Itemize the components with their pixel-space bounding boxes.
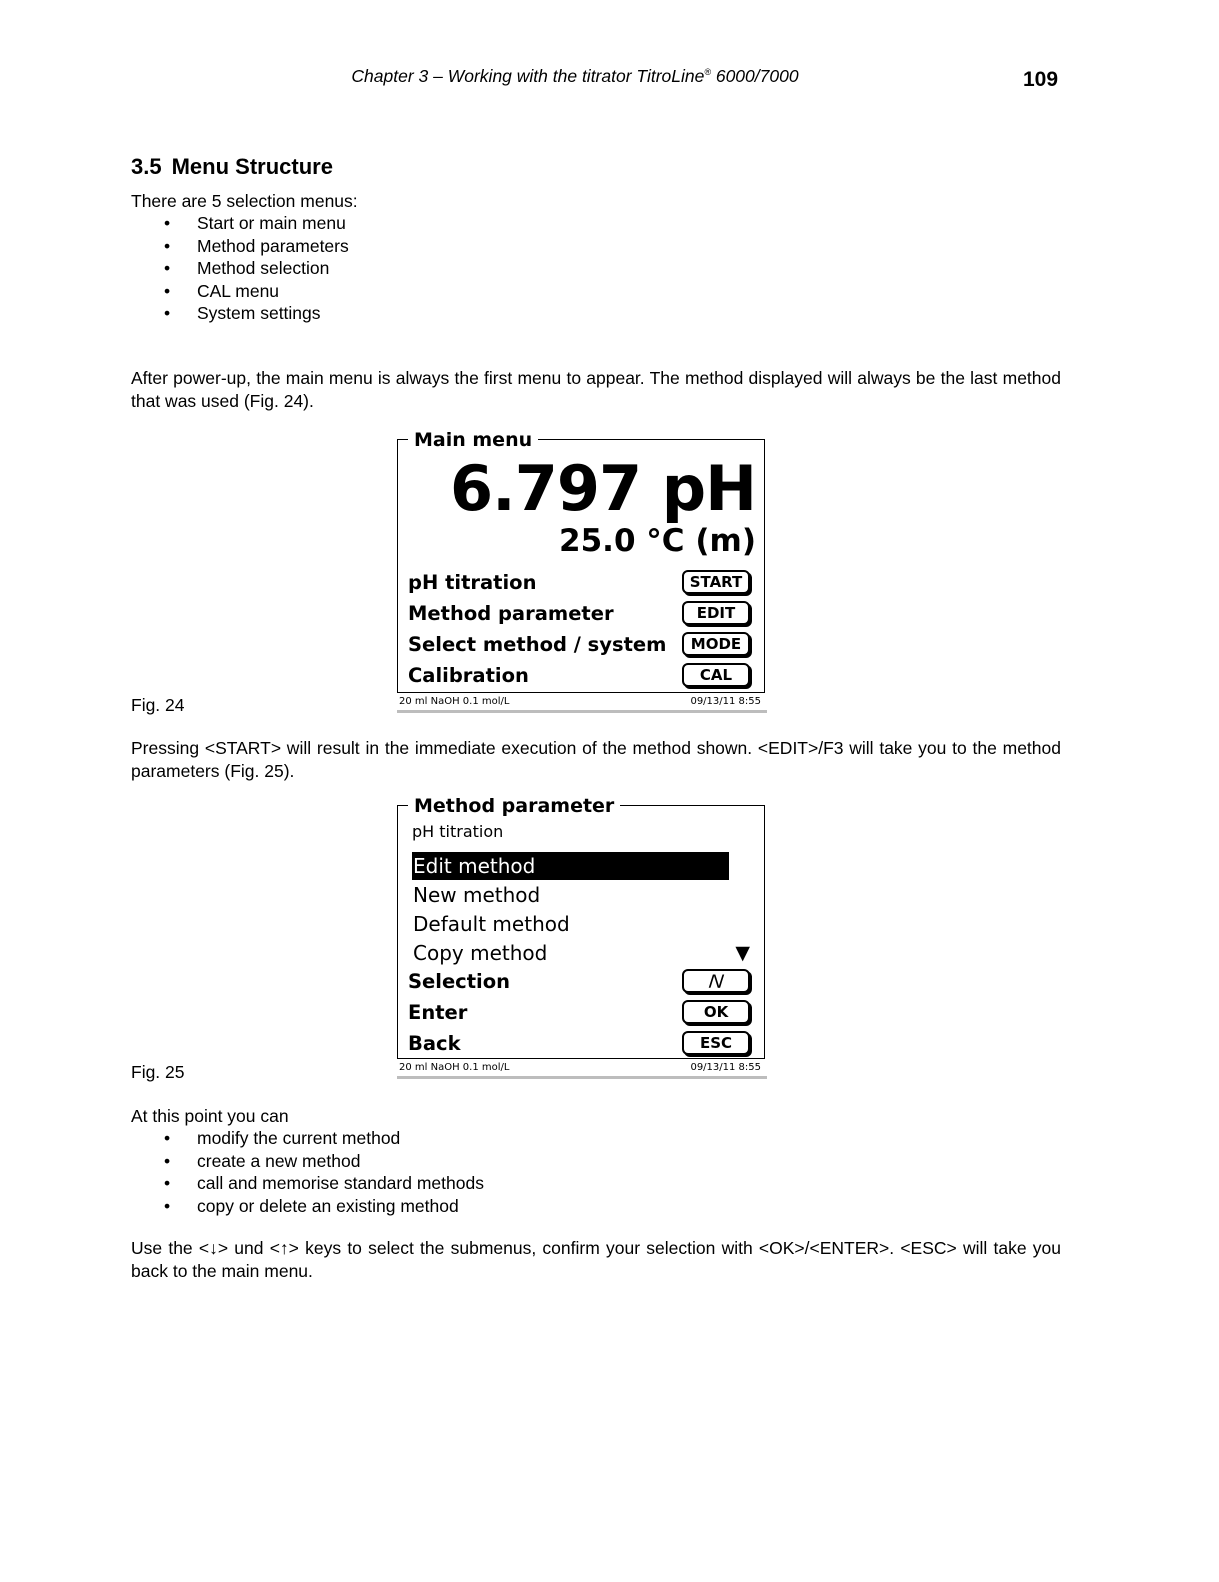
section-heading bbox=[131, 154, 333, 180]
options-list bbox=[131, 1127, 484, 1217]
scroll-down-icon: ▼ bbox=[735, 942, 750, 964]
menu-row-ph-titration bbox=[408, 570, 750, 596]
edit-key[interactable]: EDIT bbox=[682, 601, 750, 625]
paragraph-power-up: After power-up, the main menu is always the first menu to appear. The method displayed will always be the last method that was used (Fig. 24). bbox=[131, 368, 1061, 411]
status-method: 20 ml NaOH 0.1 mol/L bbox=[399, 696, 510, 707]
header-title-end: 6000/7000 bbox=[710, 66, 799, 86]
list-item: • Start or main menu bbox=[131, 212, 349, 235]
row-label: Select method / system bbox=[408, 633, 667, 656]
menu-item-new-method[interactable]: New method bbox=[413, 883, 541, 907]
ph-measurement: 6.797 pH bbox=[450, 452, 756, 525]
running-header bbox=[0, 66, 1150, 87]
main-menu-screen bbox=[397, 429, 765, 693]
menu-item-default-method[interactable]: Default method bbox=[413, 912, 570, 936]
list-item: • Method selection bbox=[131, 257, 349, 280]
paragraph-pressing-start: Pressing <START> will result in the immediate execution of the method shown. <EDIT>/F3 will take you to the method parameters (Fig. 25). bbox=[131, 738, 1061, 781]
row-label: Enter bbox=[408, 1001, 468, 1024]
section-number: 3.5 bbox=[131, 154, 162, 179]
menu-row-back bbox=[408, 1031, 750, 1057]
up-down-arrow-key[interactable]: /\/ bbox=[682, 969, 750, 993]
status-datetime: 09/13/11 8:55 bbox=[690, 696, 761, 707]
screen-title: Method parameter bbox=[408, 797, 620, 816]
status-bar bbox=[397, 1062, 767, 1079]
screen-subtitle: pH titration bbox=[412, 822, 504, 841]
row-label: Calibration bbox=[408, 664, 529, 687]
row-label: Selection bbox=[408, 970, 511, 993]
paragraph-use-keys: Use the <↓> und <↑> keys to select the submenus, confirm your selection with <OK>/<ENTER>. <ESC> will take you back to the main menu. bbox=[131, 1238, 1061, 1281]
list-item: • System settings bbox=[131, 302, 349, 325]
menu-row-selection bbox=[408, 969, 750, 995]
mode-key[interactable]: MODE bbox=[682, 632, 750, 656]
at-this-point-text: At this point you can bbox=[131, 1106, 289, 1126]
registered-mark: ® bbox=[704, 67, 711, 78]
menu-row-enter bbox=[408, 1000, 750, 1026]
screen-title: Main menu bbox=[408, 431, 538, 450]
page-number: 109 bbox=[1023, 68, 1059, 91]
menu-item-edit-method[interactable]: Edit method bbox=[412, 852, 729, 880]
figure-label: Fig. 24 bbox=[131, 695, 185, 715]
header-title-main: Chapter 3 – Working with the titrator TitroLine bbox=[351, 66, 705, 86]
menu-row-calibration bbox=[408, 663, 750, 689]
status-datetime: 09/13/11 8:55 bbox=[690, 1062, 761, 1073]
cal-key[interactable]: CAL bbox=[682, 663, 750, 687]
menu-row-method-parameter bbox=[408, 601, 750, 627]
temperature-readout: 25.0 °C (m) bbox=[559, 523, 756, 559]
menu-item-copy-method[interactable]: Copy method bbox=[413, 941, 548, 965]
menus-list bbox=[131, 212, 349, 325]
intro-text: There are 5 selection menus: bbox=[131, 191, 358, 211]
section-title: Menu Structure bbox=[171, 154, 333, 179]
row-label: Back bbox=[408, 1032, 461, 1055]
method-parameter-screen bbox=[397, 795, 765, 1059]
figure-label: Fig. 25 bbox=[131, 1062, 185, 1082]
list-item: • CAL menu bbox=[131, 280, 349, 303]
list-item: • modify the current method bbox=[131, 1127, 484, 1150]
list-item: • create a new method bbox=[131, 1150, 484, 1173]
list-item: • call and memorise standard methods bbox=[131, 1172, 484, 1195]
start-key[interactable]: START bbox=[682, 570, 750, 594]
esc-key[interactable]: ESC bbox=[682, 1031, 750, 1055]
list-item: • copy or delete an existing method bbox=[131, 1195, 484, 1218]
row-label: pH titration bbox=[408, 571, 537, 594]
menu-row-select-method bbox=[408, 632, 750, 658]
ok-key[interactable]: OK bbox=[682, 1000, 750, 1024]
row-label: Method parameter bbox=[408, 602, 614, 625]
status-method: 20 ml NaOH 0.1 mol/L bbox=[399, 1062, 510, 1073]
status-bar bbox=[397, 696, 767, 713]
list-item: • Method parameters bbox=[131, 235, 349, 258]
